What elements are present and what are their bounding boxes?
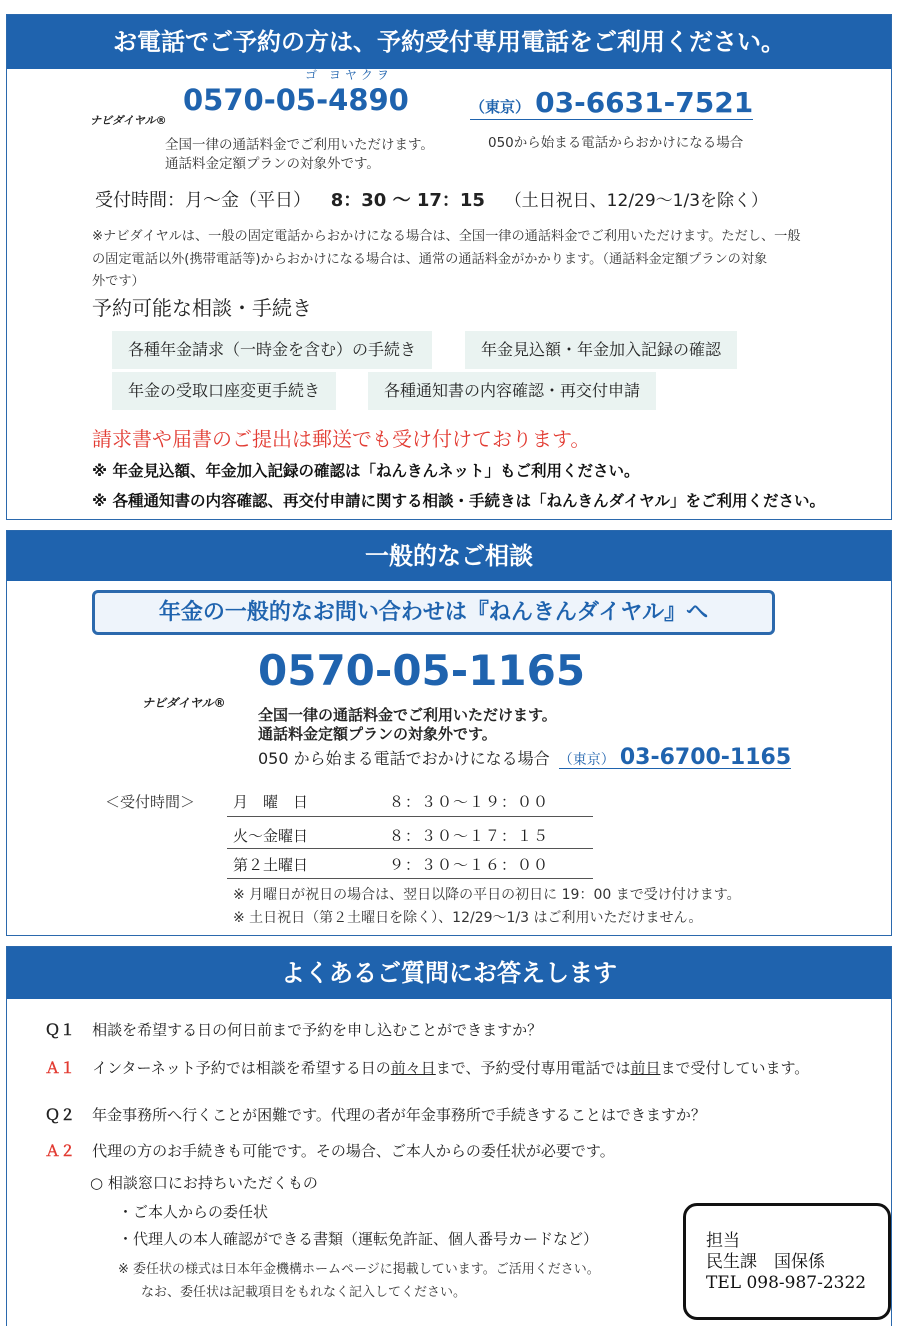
a1-underline-2: 前日 [630,1059,661,1077]
reservation-header: お電話でご予約の方は、予約受付専用電話をご利用ください。 [7,15,891,69]
a2-text: 代理の方のお手続きも可能です。その場合、ご本人からの委任状が必要です。 [92,1142,615,1160]
a1-label: Ａ１ [45,1059,76,1077]
schedule-time: ８：３０～１７：１５ [389,827,550,845]
a2-label: Ａ２ [45,1142,76,1160]
schedule-row-saturday [233,854,593,875]
general-alt-row [258,745,791,770]
disclaimer-line-2: の固定電話以外(携帯電話等)からおかけになる場合は、通常の通話料金がかかります。（通話料金定額プランの対象 [92,252,768,267]
general-note-2: 通話料金定額プランの対象外です。 [258,725,497,743]
faq-footnote-1: ※ 委任状の様式は日本年金機構ホームページに掲載しています。ご活用ください。 [118,1262,600,1277]
reservation-navi-number[interactable]: 0570-05-4890 [183,83,409,117]
reservation-note-1: ※ 年金見込額、年金加入記録の確認は「ねんきんネット」もご利用ください。 [92,462,640,480]
general-hours-label: ＜受付時間＞ [105,793,196,811]
navi-note-1: 全国一律の通話料金でご利用いただけます。 [165,137,434,153]
schedule-day: 火～金曜日 [233,827,309,845]
q2-label: Ｑ２ [45,1106,76,1124]
contact-line-2: 民生課 国保係 [706,1252,825,1272]
faq-q1 [45,1019,542,1040]
bring-item-2: ・代理人の本人確認ができる書類（運転免許証、個人番号カードなど） [118,1230,599,1248]
schedule-note-2: ※ 土日祝日（第２土曜日を除く）、12/29～1/3 はご利用いただけません。 [233,910,703,926]
faq-q2 [45,1104,706,1125]
general-tokyo-group [558,745,792,770]
navi-dial-logo-2: ナビダイヤル® [142,696,226,710]
schedule-time: ９：３０～１６：００ [389,856,550,874]
mail-notice: 請求書や届書のご提出は郵送でも受け付けております。 [92,427,591,451]
general-tokyo-label: （東京） [558,752,615,768]
schedule-divider [227,878,593,879]
reservation-note-2: ※ 各種通知書の内容確認、再交付申請に関する相談・手続きは「ねんきんダイヤル」をご利用ください。 [92,492,826,510]
q2-text: 年金事務所へ行くことが困難です。代理の者が年金事務所で手続きすることはできますか？ [92,1106,706,1124]
hours-time: 8：30 ～ 17：15 [330,190,485,211]
service-chip-notice: 各種通知書の内容確認・再交付申請 [368,372,656,410]
service-chip-account-change: 年金の受取口座変更手続き [112,372,336,410]
general-navi-number[interactable]: 0570-05-1165 [258,646,586,695]
faq-header: よくあるご質問にお答えします [7,947,891,999]
hours-label: 受付時間：月～金（平日） [95,190,311,211]
a1-mid: まで、予約受付専用電話では [435,1059,631,1077]
a1-underline-1: 前々日 [390,1059,436,1077]
disclaimer-line-3: 外です） [92,274,145,289]
navi-dial-logo: ナビダイヤル® [90,114,167,127]
tokyo-label: （東京） [470,98,531,116]
contact-phone[interactable]: TEL 098-987-2322 [706,1273,867,1293]
a1-text [92,1059,809,1077]
schedule-day: 月 曜 日 [233,793,309,811]
service-chip-estimate: 年金見込額・年金加入記録の確認 [465,331,737,369]
general-header: 一般的なご相談 [7,531,891,581]
navi-note-2: 通話料金定額プランの対象外です。 [165,156,380,172]
a1-post: まで受付しています。 [660,1059,810,1077]
number-ruby: ゴ ヨヤクヲ [305,68,393,82]
q1-text: 相談を希望する日の何日前まで予約を申し込むことができますか？ [92,1021,543,1039]
tokyo-number-group [470,86,753,120]
schedule-divider [227,816,593,817]
tokyo-note: 050から始まる電話からおかけになる場合 [488,135,744,151]
general-alt-text: 050 から始まる電話でおかけになる場合 [258,749,550,768]
schedule-time: ８：３０～１９：００ [389,793,550,811]
reservation-tokyo-number[interactable]: 03-6631-7521 [535,86,754,119]
a1-pre: インターネット予約では相談を希望する日の [92,1059,391,1077]
general-tokyo-number[interactable]: 03-6700-1165 [619,745,792,770]
contact-box [683,1203,891,1320]
hours-except: （土日祝日、12/29～1/3を除く） [504,191,769,211]
faq-a2 [45,1140,615,1161]
schedule-day: 第２土曜日 [233,856,309,874]
nenkin-dial-banner: 年金の一般的なお問い合わせは『ねんきんダイヤル』へ [92,590,775,635]
bring-title: ○ 相談窓口にお持ちいただくもの [90,1174,318,1192]
bring-item-1: ・ご本人からの委任状 [118,1203,269,1221]
general-note-1: 全国一律の通話料金でご利用いただけます。 [258,706,557,724]
service-chip-pension-claim: 各種年金請求（一時金を含む）の手続き [112,331,432,369]
faq-a1 [45,1057,809,1078]
contact-line-1: 担当 [706,1231,740,1251]
schedule-note-1: ※ 月曜日が祝日の場合は、翌日以降の平日の初日に 19：00 まで受け付けます。 [233,887,741,903]
services-title: 予約可能な相談・手続き [92,296,312,320]
disclaimer-line-1: ※ナビダイヤルは、一般の固定電話からおかけになる場合は、全国一律の通話料金でご利用いただけます。ただし、一般 [92,229,801,244]
q1-label: Ｑ１ [45,1021,76,1039]
faq-footnote-2: なお、委任状は記載項目をもれなく記入してください。 [141,1285,467,1300]
schedule-divider [227,848,593,849]
schedule-row-weekday [233,825,593,846]
schedule-row-monday [233,791,593,812]
hours-row [95,186,768,212]
